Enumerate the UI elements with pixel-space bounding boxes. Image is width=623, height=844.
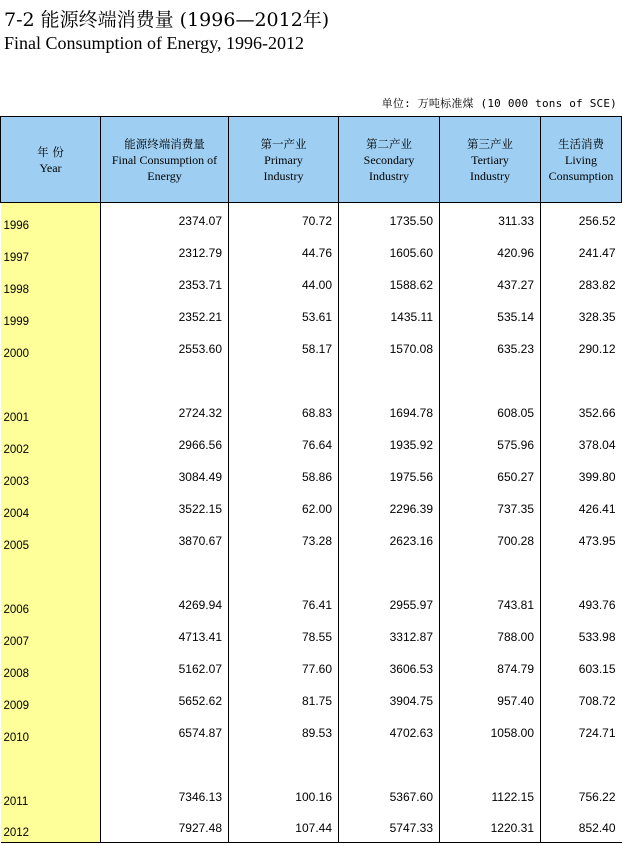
cell-tertiary: 635.23 <box>440 331 541 363</box>
cell-year: 2004 <box>1 491 101 523</box>
cell-living: 256.52 <box>541 203 622 235</box>
cell-year: 1996 <box>1 203 101 235</box>
cell-living: 399.80 <box>541 459 622 491</box>
header-living-consumption <box>541 117 622 203</box>
cell-primary: 53.61 <box>229 299 339 331</box>
cell-year: 2006 <box>1 587 101 619</box>
cell-year: 2003 <box>1 459 101 491</box>
cell-secondary: 2955.97 <box>339 587 440 619</box>
cell-living: 493.76 <box>541 587 622 619</box>
cell-living: 852.40 <box>541 811 622 843</box>
cell-secondary: 2623.16 <box>339 523 440 555</box>
cell-primary: 76.64 <box>229 427 339 459</box>
cell-primary: 62.00 <box>229 491 339 523</box>
table-row <box>1 651 622 683</box>
cell-primary: 81.75 <box>229 683 339 715</box>
cell-final: 3870.67 <box>101 523 229 555</box>
cell-living: 352.66 <box>541 395 622 427</box>
table-row <box>1 715 622 747</box>
cell-tertiary: 608.05 <box>440 395 541 427</box>
header-primary-en1: Primary <box>264 152 303 167</box>
cell-tertiary: 874.79 <box>440 651 541 683</box>
page-title-zh: 7-2 能源终端消费量 (1996—2012年) <box>4 9 330 31</box>
cell-tertiary: 420.96 <box>440 235 541 267</box>
cell-primary: 44.76 <box>229 235 339 267</box>
table-row <box>1 235 622 267</box>
cell-primary: 89.53 <box>229 715 339 747</box>
cell-living: 724.71 <box>541 715 622 747</box>
table-row <box>1 811 622 843</box>
cell-living: 290.12 <box>541 331 622 363</box>
cell-year: 2009 <box>1 683 101 715</box>
table-body <box>1 203 622 843</box>
table-row <box>1 459 622 491</box>
cell-secondary: 1935.92 <box>339 427 440 459</box>
cell-secondary: 5367.60 <box>339 779 440 811</box>
cell-living: 378.04 <box>541 427 622 459</box>
cell-tertiary: 788.00 <box>440 619 541 651</box>
cell-primary: 70.72 <box>229 203 339 235</box>
header-secondary-en1: Secondary <box>363 152 415 167</box>
cell-secondary: 1435.11 <box>339 299 440 331</box>
spacer-row <box>1 555 622 587</box>
cell-secondary: 3904.75 <box>339 683 440 715</box>
cell-year: 2007 <box>1 619 101 651</box>
header-primary-en2: Industry <box>263 168 304 183</box>
table-row <box>1 523 622 555</box>
table-row <box>1 619 622 651</box>
header-secondary-zh: 第二产业 <box>366 136 412 151</box>
cell-living: 603.15 <box>541 651 622 683</box>
cell-tertiary: 1122.15 <box>440 779 541 811</box>
spacer-row <box>1 747 622 779</box>
cell-living: 241.47 <box>541 235 622 267</box>
table-row <box>1 395 622 427</box>
table-row <box>1 779 622 811</box>
cell-year: 1998 <box>1 267 101 299</box>
cell-year: 2008 <box>1 651 101 683</box>
cell-final: 5652.62 <box>101 683 229 715</box>
cell-final: 2312.79 <box>101 235 229 267</box>
cell-final: 2352.21 <box>101 299 229 331</box>
cell-tertiary: 700.28 <box>440 523 541 555</box>
table-row <box>1 491 622 523</box>
cell-final: 3084.49 <box>101 459 229 491</box>
cell-primary: 76.41 <box>229 587 339 619</box>
energy-consumption-table <box>0 116 622 843</box>
cell-year: 2001 <box>1 395 101 427</box>
cell-final: 7927.48 <box>101 811 229 843</box>
table-row <box>1 683 622 715</box>
cell-final: 7346.13 <box>101 779 229 811</box>
cell-final: 4713.41 <box>101 619 229 651</box>
header-living-en1: Living <box>565 152 597 167</box>
header-primary-zh: 第一产业 <box>260 136 307 151</box>
cell-primary: 78.55 <box>229 619 339 651</box>
table-row <box>1 331 622 363</box>
header-year-zh: 年 份 <box>37 144 64 159</box>
cell-secondary: 1605.60 <box>339 235 440 267</box>
cell-tertiary: 575.96 <box>440 427 541 459</box>
cell-final: 2353.71 <box>101 267 229 299</box>
cell-secondary: 5747.33 <box>339 811 440 843</box>
page-title-en: Final Consumption of Energy, 1996-2012 <box>4 33 304 53</box>
cell-secondary: 4702.63 <box>339 715 440 747</box>
cell-living: 283.82 <box>541 267 622 299</box>
cell-tertiary: 957.40 <box>440 683 541 715</box>
table-row <box>1 427 622 459</box>
table-row <box>1 299 622 331</box>
cell-final: 5162.07 <box>101 651 229 683</box>
header-year-en: Year <box>39 160 62 175</box>
spacer-row <box>1 363 622 395</box>
cell-living: 756.22 <box>541 779 622 811</box>
header-secondary-industry <box>339 117 440 203</box>
cell-year: 2000 <box>1 331 101 363</box>
cell-year: 2012 <box>1 811 101 843</box>
cell-final: 2966.56 <box>101 427 229 459</box>
cell-living: 426.41 <box>541 491 622 523</box>
cell-secondary: 2296.39 <box>339 491 440 523</box>
header-living-en2: Consumption <box>548 168 614 183</box>
cell-tertiary: 1220.31 <box>440 811 541 843</box>
header-tertiary-zh: 第三产业 <box>467 136 513 151</box>
cell-living: 473.95 <box>541 523 622 555</box>
cell-final: 4269.94 <box>101 587 229 619</box>
cell-year: 1997 <box>1 235 101 267</box>
header-tertiary-industry <box>440 117 541 203</box>
cell-year: 1999 <box>1 299 101 331</box>
header-secondary-en2: Industry <box>369 168 409 183</box>
cell-final: 2374.07 <box>101 203 229 235</box>
cell-secondary: 1735.50 <box>339 203 440 235</box>
header-final-consumption-en1: Final Consumption of <box>111 152 218 167</box>
cell-primary: 58.86 <box>229 459 339 491</box>
cell-year: 2011 <box>1 779 101 811</box>
header-primary-industry <box>229 117 339 203</box>
cell-tertiary: 743.81 <box>440 587 541 619</box>
header-final-consumption-en2: Energy <box>147 168 182 183</box>
cell-final: 2724.32 <box>101 395 229 427</box>
header-tertiary-en2: Industry <box>470 168 510 183</box>
cell-year: 2010 <box>1 715 101 747</box>
cell-tertiary: 650.27 <box>440 459 541 491</box>
table-row <box>1 587 622 619</box>
header-year <box>1 117 101 203</box>
cell-primary: 73.28 <box>229 523 339 555</box>
cell-final: 3522.15 <box>101 491 229 523</box>
unit-note: 单位: 万吨标准煤 (10 000 tons of SCE) <box>381 97 617 110</box>
cell-tertiary: 737.35 <box>440 491 541 523</box>
cell-final: 6574.87 <box>101 715 229 747</box>
cell-primary: 68.83 <box>229 395 339 427</box>
cell-primary: 77.60 <box>229 651 339 683</box>
cell-secondary: 1570.08 <box>339 331 440 363</box>
header-tertiary-en1: Tertiary <box>471 152 509 167</box>
header-living-zh: 生活消费 <box>558 136 604 151</box>
cell-final: 2553.60 <box>101 331 229 363</box>
cell-primary: 100.16 <box>229 779 339 811</box>
cell-tertiary: 437.27 <box>440 267 541 299</box>
cell-primary: 58.17 <box>229 331 339 363</box>
cell-tertiary: 535.14 <box>440 299 541 331</box>
cell-living: 533.98 <box>541 619 622 651</box>
cell-living: 708.72 <box>541 683 622 715</box>
cell-year: 2005 <box>1 523 101 555</box>
cell-secondary: 1588.62 <box>339 267 440 299</box>
cell-secondary: 3606.53 <box>339 651 440 683</box>
table-row <box>1 203 622 235</box>
cell-living: 328.35 <box>541 299 622 331</box>
cell-tertiary: 1058.00 <box>440 715 541 747</box>
header-final-consumption <box>101 117 229 203</box>
header-final-consumption-zh: 能源终端消费量 <box>124 136 205 151</box>
cell-tertiary: 311.33 <box>440 203 541 235</box>
table-row <box>1 267 622 299</box>
cell-secondary: 1694.78 <box>339 395 440 427</box>
table-header-row <box>1 117 622 203</box>
cell-secondary: 1975.56 <box>339 459 440 491</box>
cell-secondary: 3312.87 <box>339 619 440 651</box>
cell-primary: 107.44 <box>229 811 339 843</box>
cell-year: 2002 <box>1 427 101 459</box>
cell-primary: 44.00 <box>229 267 339 299</box>
